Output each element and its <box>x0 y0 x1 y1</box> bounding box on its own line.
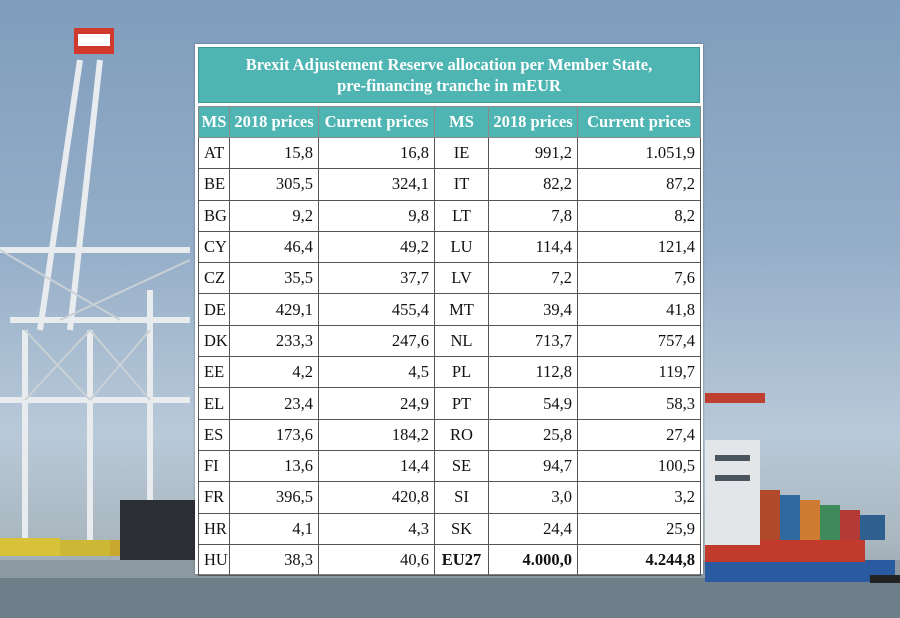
cell-current-prices-left: 455,4 <box>319 294 435 325</box>
header-current-prices-left: Current prices <box>319 107 435 138</box>
cell-ms-left: DE <box>199 294 230 325</box>
cell-2018-prices-right: 24,4 <box>489 513 578 544</box>
cell-2018-prices-right: 7,2 <box>489 263 578 294</box>
cell-ms-right: PT <box>435 388 489 419</box>
cell-2018-prices-right: 114,4 <box>489 231 578 262</box>
cell-current-prices-left: 24,9 <box>319 388 435 419</box>
header-ms-left: MS <box>199 107 230 138</box>
cell-current-prices-left: 37,7 <box>319 263 435 294</box>
cell-current-prices-right: 8,2 <box>578 200 701 231</box>
cell-current-prices-left: 40,6 <box>319 544 435 575</box>
table-row <box>199 482 701 513</box>
cell-2018-prices-left: 38,3 <box>230 544 319 575</box>
allocation-table <box>198 106 701 576</box>
cell-ms-right: IE <box>435 138 489 169</box>
cell-2018-prices-right: 713,7 <box>489 325 578 356</box>
cell-ms-right: SI <box>435 482 489 513</box>
cell-2018-prices-right: 25,8 <box>489 419 578 450</box>
cell-current-prices-right: 25,9 <box>578 513 701 544</box>
cell-ms-right: SE <box>435 450 489 481</box>
cell-ms-right: LT <box>435 200 489 231</box>
table-row <box>199 357 701 388</box>
header-ms-right: MS <box>435 107 489 138</box>
cell-2018-prices-right: 991,2 <box>489 138 578 169</box>
cell-ms-right: NL <box>435 325 489 356</box>
cell-current-prices-right: 119,7 <box>578 357 701 388</box>
cell-ms-left: FR <box>199 482 230 513</box>
table-row <box>199 294 701 325</box>
cell-ms-left: FI <box>199 450 230 481</box>
cell-2018-prices-left: 13,6 <box>230 450 319 481</box>
table-header-row <box>199 107 701 138</box>
cell-ms-left: EE <box>199 357 230 388</box>
cell-current-prices-right: 7,6 <box>578 263 701 294</box>
table-title-line-2: pre-financing tranche in mEUR <box>337 76 561 95</box>
table-row <box>199 388 701 419</box>
cell-2018-prices-left: 4,2 <box>230 357 319 388</box>
table-row <box>199 450 701 481</box>
cell-2018-prices-left: 46,4 <box>230 231 319 262</box>
cell-ms-right: LU <box>435 231 489 262</box>
table-row <box>199 419 701 450</box>
cell-2018-prices-right: 4.000,0 <box>489 544 578 575</box>
cell-current-prices-left: 420,8 <box>319 482 435 513</box>
cell-2018-prices-left: 429,1 <box>230 294 319 325</box>
cell-current-prices-left: 184,2 <box>319 419 435 450</box>
cell-ms-left: AT <box>199 138 230 169</box>
cell-ms-left: BG <box>199 200 230 231</box>
table-row <box>199 325 701 356</box>
header-current-prices-right: Current prices <box>578 107 701 138</box>
cell-current-prices-left: 9,8 <box>319 200 435 231</box>
table-title-line-1: Brexit Adjustement Reserve allocation per Member State, <box>245 55 653 74</box>
cell-2018-prices-right: 54,9 <box>489 388 578 419</box>
cell-2018-prices-right: 82,2 <box>489 169 578 200</box>
cell-ms-left: HU <box>199 544 230 575</box>
cell-ms-right: SK <box>435 513 489 544</box>
cell-2018-prices-left: 9,2 <box>230 200 319 231</box>
cell-current-prices-left: 247,6 <box>319 325 435 356</box>
cell-2018-prices-right: 94,7 <box>489 450 578 481</box>
table-row <box>199 200 701 231</box>
cell-2018-prices-left: 4,1 <box>230 513 319 544</box>
cell-current-prices-right: 1.051,9 <box>578 138 701 169</box>
cell-ms-left: CY <box>199 231 230 262</box>
cell-ms-right: EU27 <box>435 544 489 575</box>
cell-current-prices-left: 4,3 <box>319 513 435 544</box>
cell-current-prices-right: 41,8 <box>578 294 701 325</box>
cell-ms-left: ES <box>199 419 230 450</box>
cell-2018-prices-right: 112,8 <box>489 357 578 388</box>
cell-current-prices-right: 27,4 <box>578 419 701 450</box>
cell-current-prices-right: 4.244,8 <box>578 544 701 575</box>
cell-2018-prices-left: 396,5 <box>230 482 319 513</box>
cell-ms-left: CZ <box>199 263 230 294</box>
cell-current-prices-right: 3,2 <box>578 482 701 513</box>
table-title <box>198 47 700 103</box>
cell-current-prices-right: 87,2 <box>578 169 701 200</box>
cell-2018-prices-right: 39,4 <box>489 294 578 325</box>
cell-2018-prices-left: 23,4 <box>230 388 319 419</box>
cell-ms-left: EL <box>199 388 230 419</box>
allocation-table-card <box>195 44 703 574</box>
cell-2018-prices-right: 7,8 <box>489 200 578 231</box>
table-row <box>199 138 701 169</box>
cell-2018-prices-left: 233,3 <box>230 325 319 356</box>
cell-current-prices-left: 49,2 <box>319 231 435 262</box>
cell-2018-prices-left: 15,8 <box>230 138 319 169</box>
cell-ms-right: RO <box>435 419 489 450</box>
cell-2018-prices-left: 305,5 <box>230 169 319 200</box>
cell-ms-left: HR <box>199 513 230 544</box>
table-row <box>199 231 701 262</box>
header-2018-prices-left: 2018 prices <box>230 107 319 138</box>
cell-ms-left: BE <box>199 169 230 200</box>
cell-current-prices-right: 58,3 <box>578 388 701 419</box>
cell-2018-prices-left: 173,6 <box>230 419 319 450</box>
cell-current-prices-left: 16,8 <box>319 138 435 169</box>
cell-current-prices-left: 14,4 <box>319 450 435 481</box>
cell-current-prices-right: 757,4 <box>578 325 701 356</box>
table-row <box>199 263 701 294</box>
cell-2018-prices-right: 3,0 <box>489 482 578 513</box>
header-2018-prices-right: 2018 prices <box>489 107 578 138</box>
cell-current-prices-right: 100,5 <box>578 450 701 481</box>
cell-current-prices-left: 324,1 <box>319 169 435 200</box>
cell-ms-right: LV <box>435 263 489 294</box>
cell-ms-right: MT <box>435 294 489 325</box>
cell-ms-left: DK <box>199 325 230 356</box>
cell-current-prices-right: 121,4 <box>578 231 701 262</box>
cell-ms-right: PL <box>435 357 489 388</box>
cell-2018-prices-left: 35,5 <box>230 263 319 294</box>
table-row <box>199 169 701 200</box>
table-row <box>199 513 701 544</box>
cell-current-prices-left: 4,5 <box>319 357 435 388</box>
table-row <box>199 544 701 575</box>
cell-ms-right: IT <box>435 169 489 200</box>
